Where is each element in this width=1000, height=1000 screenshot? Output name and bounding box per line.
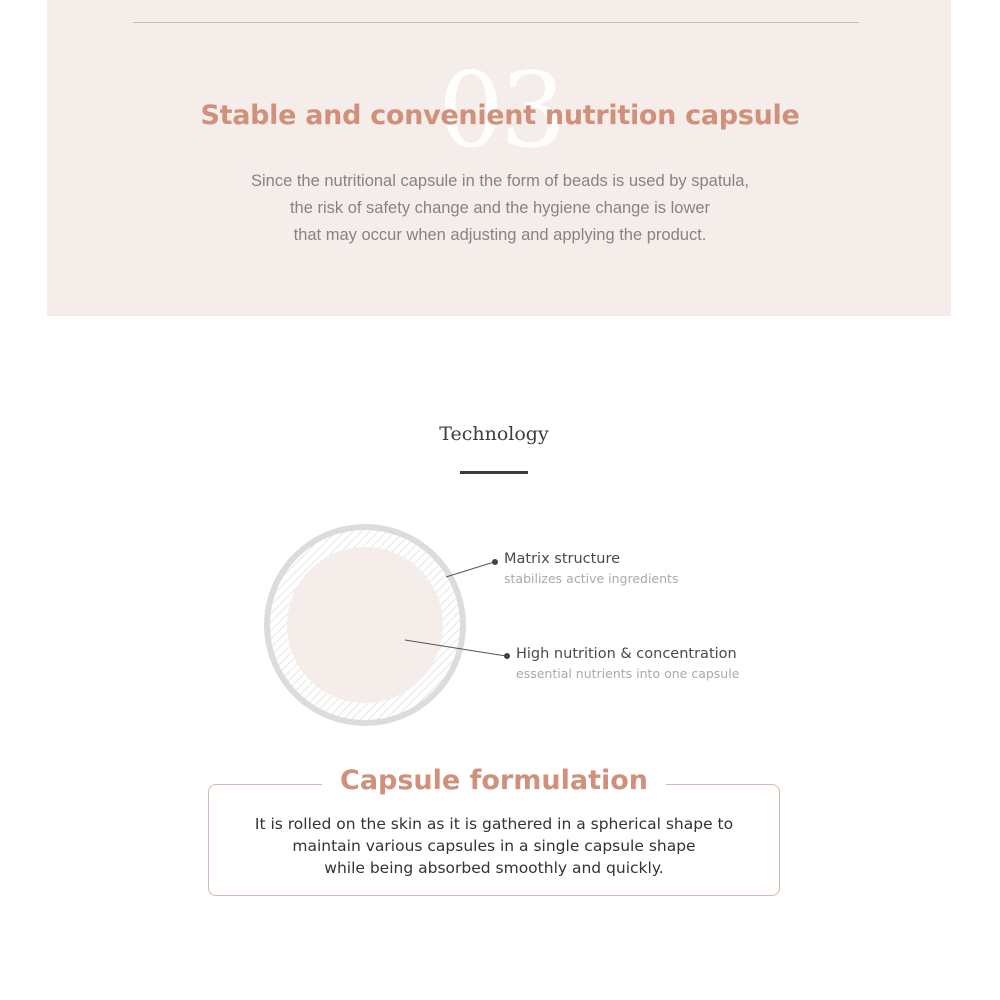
section-title: Stable and convenient nutrition capsule [200, 100, 800, 131]
callout-subtitle: stabilizes active ingredients [504, 571, 679, 586]
capsule-core [287, 547, 443, 703]
formulation-title: Capsule formulation [322, 765, 666, 796]
section-description [0, 168, 1000, 249]
section-number: 03 [437, 49, 563, 171]
callout-high-nutrition [516, 646, 739, 681]
formulation-text [0, 813, 988, 879]
divider-line [133, 22, 859, 23]
capsule-diagram-icon [250, 515, 770, 740]
description-line: the risk of safety change and the hygiene change is lower [289, 199, 711, 217]
formulation-line: It is rolled on the skin as it is gathered in a spherical shape to [254, 815, 734, 833]
description-line: Since the nutritional capsule in the form of beads is used by spatula, [250, 172, 750, 190]
description-line: that may occur when adjusting and applying the product. [293, 226, 707, 244]
technology-heading: Technology [439, 423, 549, 445]
callout-title: Matrix structure [504, 551, 621, 567]
callout-subtitle: essential nutrients into one capsule [516, 666, 740, 681]
callout-line-matrix [446, 562, 494, 577]
formulation-line: maintain various capsules in a single capsule shape [292, 837, 696, 855]
formulation-line: while being absorbed smoothly and quickly. [324, 859, 664, 877]
formulation-title-wrap [0, 765, 988, 796]
callout-dot-icon [504, 653, 510, 659]
technology-heading-underline [460, 471, 528, 474]
callout-matrix-structure [504, 551, 678, 586]
callout-title: High nutrition & concentration [516, 646, 737, 662]
callout-dot-icon [492, 559, 498, 565]
